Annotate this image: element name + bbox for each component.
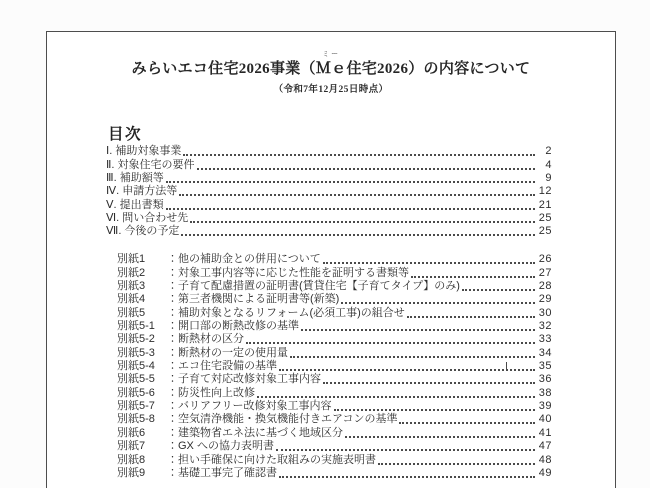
appendix-entry[interactable] <box>117 293 552 306</box>
appendix-entry-title: ：補助対象となるリフォーム(必須工事)の組合せ <box>167 306 405 319</box>
appendix-entry-label: 別紙5-7 <box>117 400 155 413</box>
dot-leader <box>407 316 535 318</box>
document-subtitle: （令和7年12月25日時点） <box>273 85 389 95</box>
toc-entry-page-number: 2 <box>545 145 552 158</box>
dot-leader <box>246 342 535 344</box>
toc-entry-page-number: 21 <box>538 198 552 211</box>
appendix-entry-title: ：担い手確保に向けた取組みの実施表明書 <box>167 453 376 466</box>
appendix-entry[interactable] <box>117 413 552 426</box>
dot-leader <box>279 369 535 371</box>
appendix-entry-page-number: 38 <box>538 386 552 399</box>
dot-leader <box>399 422 535 424</box>
appendix-entry[interactable] <box>117 346 552 359</box>
dot-leader <box>183 154 535 156</box>
appendix-entry[interactable] <box>117 467 552 480</box>
appendix-entry-title: ：断熱材の区分 <box>167 333 244 346</box>
appendix-entry-label: 別紙5 <box>117 306 146 319</box>
appendix-entry-page-number: 36 <box>538 373 552 386</box>
appendix-entry-page-number: 26 <box>538 253 552 266</box>
appendix-entry-label: 別紙7 <box>117 440 146 453</box>
toc-entry[interactable] <box>106 145 552 158</box>
dot-leader <box>257 396 535 398</box>
toc-entry-label: Ⅵ. 問い合わせ先 <box>106 212 189 225</box>
appendix-entry-label: 別紙8 <box>117 453 146 466</box>
dot-leader <box>341 302 535 304</box>
appendix-entry-label: 別紙5-6 <box>117 386 155 399</box>
dot-leader <box>279 476 535 478</box>
appendix-entry-label: 別紙3 <box>117 280 146 293</box>
title-ruby-base: Ｍｅ <box>315 61 347 77</box>
toc-entry-page-number: 9 <box>545 172 552 185</box>
appendix-entry-title: ：断熱材の一定の使用量 <box>167 346 288 359</box>
toc-list <box>106 145 552 238</box>
toc-entry-page-number: 12 <box>538 185 552 198</box>
appendix-entry-label: 別紙5-2 <box>117 333 155 346</box>
dot-leader <box>378 463 535 465</box>
dot-leader <box>276 449 535 451</box>
appendix-entry-title: ：空気清浄機能・換気機能付きエアコンの基準 <box>167 413 398 426</box>
dot-leader <box>301 329 535 331</box>
appendix-entry[interactable] <box>117 386 552 399</box>
title-prefix: みらいエコ住宅2026事業（ <box>131 61 316 77</box>
appendix-entry-page-number: 40 <box>538 413 552 426</box>
dot-leader <box>323 382 535 384</box>
appendix-entry-page-number: 49 <box>538 466 552 479</box>
furigana-text: ミー <box>322 50 341 58</box>
appendix-entry-title: ：第三者機関による証明書等(新築) <box>167 293 340 306</box>
appendix-entry-page-number: 48 <box>538 453 552 466</box>
dot-leader <box>323 262 535 264</box>
appendix-entry-label: 別紙5-4 <box>117 360 155 373</box>
toc-entry-page-number: 25 <box>538 225 552 238</box>
dot-leader <box>411 276 535 278</box>
appendix-entry-label: 別紙5-5 <box>117 373 155 386</box>
dot-leader <box>197 168 535 170</box>
dot-leader <box>345 436 535 438</box>
appendix-entry-title: ：開口部の断熱改修の基準 <box>167 320 299 333</box>
appendix-entry-page-number: 47 <box>538 440 552 453</box>
toc-entry-label: Ⅴ. 提出書類 <box>106 198 164 211</box>
toc-entry[interactable] <box>106 198 552 211</box>
appendix-entry[interactable] <box>117 280 552 293</box>
title-ruby <box>315 50 347 80</box>
appendix-entry-label: 別紙5-1 <box>117 320 155 333</box>
appendix-entry[interactable] <box>117 253 552 266</box>
appendix-entry-page-number: 30 <box>538 306 552 319</box>
document-title <box>47 50 615 80</box>
appendix-entry-title: ：対象工事内容等に応じた性能を証明する書類等 <box>167 266 409 279</box>
toc-entry[interactable] <box>106 225 552 238</box>
title-suffix: 住宅2026）の内容について <box>346 61 531 77</box>
appendix-entry-label: 別紙5-8 <box>117 413 155 426</box>
appendix-entry[interactable] <box>117 320 552 333</box>
appendix-entry-page-number: 28 <box>538 280 552 293</box>
appendix-entry-page-number: 27 <box>538 266 552 279</box>
appendix-entry[interactable] <box>117 360 552 373</box>
appendix-entry[interactable] <box>117 333 552 346</box>
appendix-entry-title: ：子育て対応改修対象工事内容 <box>167 373 321 386</box>
appendix-entry-title: ：他の補助金との併用について <box>167 253 321 266</box>
appendix-entry-title: ：防災性向上改修 <box>167 386 255 399</box>
appendix-entry-page-number: 34 <box>538 346 552 359</box>
appendix-entry-label: 別紙4 <box>117 293 146 306</box>
toc-heading: 目次 <box>108 126 143 143</box>
appendix-entry-title: ：バリアフリー改修対象工事内容 <box>167 400 332 413</box>
dot-leader <box>462 289 535 291</box>
appendix-entry-page-number: 41 <box>538 426 552 439</box>
document-page <box>46 31 616 488</box>
appendix-entry[interactable] <box>117 426 552 439</box>
toc-entry-page-number: 4 <box>545 158 552 171</box>
text-cursor <box>506 362 507 370</box>
dot-leader <box>181 234 535 236</box>
toc-entry[interactable] <box>106 172 552 185</box>
appendix-entry-label: 別紙9 <box>117 466 146 479</box>
appendix-entry-label: 別紙1 <box>117 253 146 266</box>
appendix-entry-title: ：子育て配慮措置の証明書(賃貸住宅【子育てタイプ】のみ) <box>167 280 460 293</box>
toc-entry-label: Ⅱ. 対象住宅の要件 <box>106 158 195 171</box>
toc-entry-label: Ⅰ. 補助対象事業 <box>106 145 182 158</box>
appendix-entry-title: ：建築物省エネ法に基づく地域区分 <box>167 426 343 439</box>
appendix-entry-title: ：GX への協力表明書 <box>167 440 274 453</box>
appendix-entry-label: 別紙6 <box>117 426 146 439</box>
appendix-entry[interactable] <box>117 440 552 453</box>
appendix-entry-label: 別紙2 <box>117 266 146 279</box>
dot-leader <box>179 194 535 196</box>
appendix-entry[interactable] <box>117 453 552 466</box>
appendix-list <box>117 253 552 480</box>
dot-leader <box>166 208 535 210</box>
appendix-entry-title: ：基礎工事完了確認書 <box>167 466 277 479</box>
appendix-entry-page-number: 32 <box>538 320 552 333</box>
toc-entry-label: Ⅶ. 今後の予定 <box>106 225 180 238</box>
appendix-entry[interactable] <box>117 266 552 279</box>
appendix-entry[interactable] <box>117 306 552 319</box>
appendix-entry-page-number: 29 <box>538 293 552 306</box>
appendix-entry-page-number: 35 <box>538 360 552 373</box>
toc-entry-label: Ⅳ. 申請方法等 <box>106 185 178 198</box>
appendix-entry-title: ：エコ住宅設備の基準 <box>167 360 277 373</box>
dot-leader <box>166 181 535 183</box>
dot-leader <box>334 409 535 411</box>
toc-entry-page-number: 25 <box>538 212 552 225</box>
appendix-entry-page-number: 33 <box>538 333 552 346</box>
dot-leader <box>190 221 535 223</box>
appendix-entry-label: 別紙5-3 <box>117 346 155 359</box>
toc-entry[interactable] <box>106 212 552 225</box>
toc-entry-label: Ⅲ. 補助額等 <box>106 172 164 185</box>
appendix-entry[interactable] <box>117 400 552 413</box>
dot-leader <box>290 356 535 358</box>
toc-entry[interactable] <box>106 158 552 171</box>
toc-entry[interactable] <box>106 185 552 198</box>
appendix-entry[interactable] <box>117 373 552 386</box>
appendix-entry-page-number: 39 <box>538 400 552 413</box>
